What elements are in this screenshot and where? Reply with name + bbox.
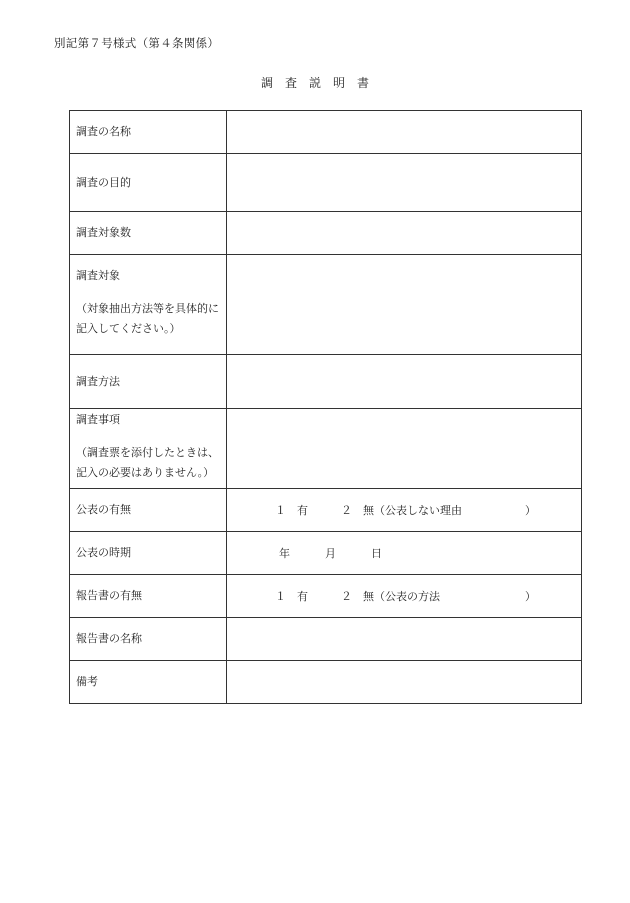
label-survey-target-main: 調査対象 <box>76 269 120 282</box>
field-survey-target-count[interactable] <box>227 212 582 255</box>
label-survey-method: 調査方法 <box>70 355 227 409</box>
field-survey-items[interactable] <box>227 409 582 489</box>
label-remarks: 備考 <box>70 661 227 704</box>
date-month-unit: 月 <box>325 547 336 560</box>
field-remarks[interactable] <box>227 661 582 704</box>
row-survey-method <box>70 355 582 409</box>
row-report <box>70 575 582 618</box>
field-survey-purpose[interactable] <box>227 154 582 212</box>
option-report-yes[interactable]: １ 有 <box>274 590 308 603</box>
row-survey-target-count <box>70 212 582 255</box>
date-year-unit: 年 <box>279 547 290 560</box>
document-title: 調 査 説 明 書 <box>260 76 369 90</box>
row-survey-name <box>70 111 582 154</box>
label-survey-items-main: 調査事項 <box>76 413 120 426</box>
row-survey-purpose <box>70 154 582 212</box>
field-report-name[interactable] <box>227 618 582 661</box>
row-survey-target <box>70 255 582 355</box>
row-survey-items <box>70 409 582 489</box>
label-survey-target-count: 調査対象数 <box>70 212 227 255</box>
label-survey-name: 調査の名称 <box>70 111 227 154</box>
label-publication-date: 公表の時期 <box>70 532 227 575</box>
field-publication-date[interactable] <box>227 532 582 575</box>
row-publication <box>70 489 582 532</box>
label-report: 報告書の有無 <box>70 575 227 618</box>
report-method-close: ） <box>524 590 536 603</box>
row-remarks <box>70 661 582 704</box>
label-survey-purpose: 調査の目的 <box>70 154 227 212</box>
field-survey-target[interactable] <box>227 255 582 355</box>
field-survey-name[interactable] <box>227 111 582 154</box>
field-publication[interactable] <box>227 489 582 532</box>
option-report-no[interactable]: ２ 無（公表の方法 <box>340 590 440 603</box>
label-survey-target <box>70 255 227 355</box>
option-publication-no[interactable]: ２ 無（公表しない理由 <box>340 504 462 517</box>
label-publication: 公表の有無 <box>70 489 227 532</box>
form-reference: 別記第７号様式（第４条関係） <box>54 36 220 50</box>
publication-reason-close: ） <box>524 504 536 517</box>
field-report[interactable] <box>227 575 582 618</box>
field-survey-method[interactable] <box>227 355 582 409</box>
survey-form-table <box>69 110 582 704</box>
label-survey-items-note: （調査票を添付したときは、記入の必要はありません。） <box>76 446 219 479</box>
row-publication-date <box>70 532 582 575</box>
option-publication-yes[interactable]: １ 有 <box>274 504 308 517</box>
row-report-name <box>70 618 582 661</box>
date-day-unit: 日 <box>371 547 382 560</box>
label-survey-items <box>70 409 227 489</box>
label-report-name: 報告書の名称 <box>70 618 227 661</box>
label-survey-target-note: （対象抽出方法等を具体的に記入してください。） <box>76 302 219 335</box>
